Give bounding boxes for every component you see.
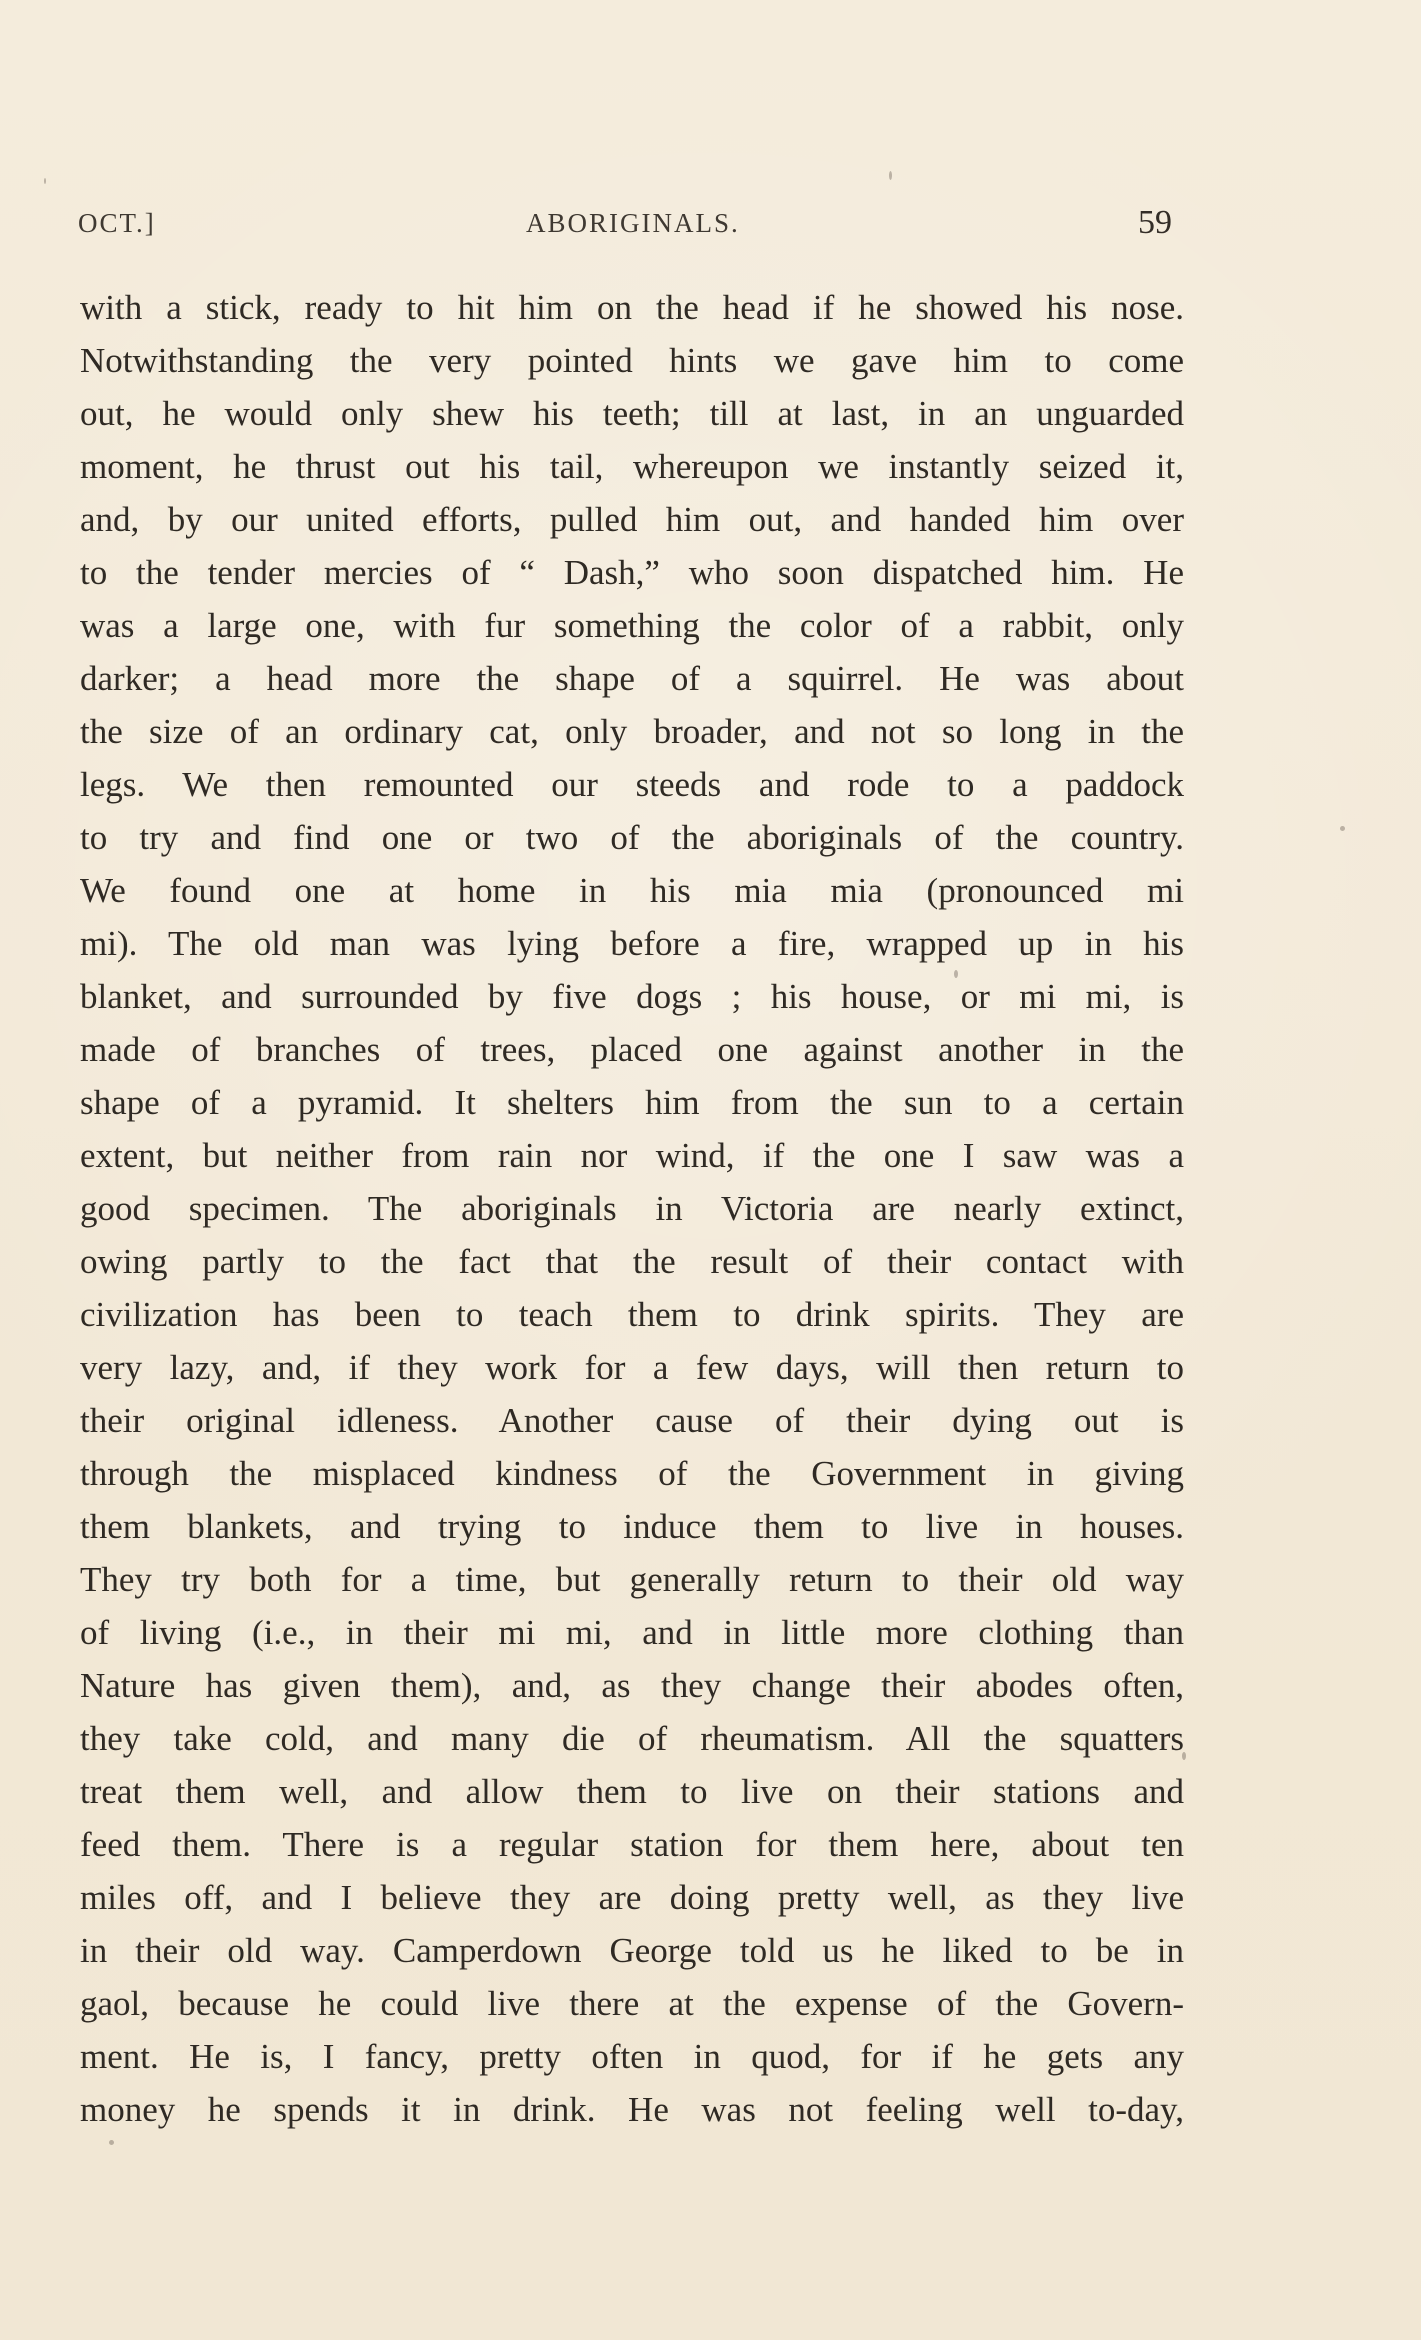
text-line: of living (i.e., in their mi mi, and in little more clothing than (80, 1613, 1184, 1652)
text-line: blanket, and surrounded by five dogs ; his house, or mi mi, is (80, 977, 1184, 1016)
text-line: to the tender mercies of “ Dash,” who soon dispatched him. He (80, 553, 1184, 592)
text-line: money he spends it in drink. He was not feeling well to-day, (80, 2090, 1184, 2129)
text-line: their original idleness. Another cause of their dying out is (80, 1401, 1184, 1440)
text-line: Nature has given them), and, as they change their abodes often, (80, 1666, 1184, 1705)
text-line: with a stick, ready to hit him on the head if he showed his nose. (80, 288, 1184, 327)
text-line: They try both for a time, but generally return to their old way (80, 1560, 1184, 1599)
text-line: the size of an ordinary cat, only broader, and not so long in the (80, 712, 1184, 751)
text-line: ment. He is, I fancy, pretty often in quod, for if he gets any (80, 2037, 1184, 2076)
text-line: civilization has been to teach them to drink spirits. They are (80, 1295, 1184, 1334)
paper-speck (109, 2140, 114, 2145)
page-header (78, 204, 1172, 252)
paper-speck (889, 171, 892, 180)
running-head-left: OCT.] (78, 208, 156, 238)
body-text (80, 281, 1184, 2136)
paper-speck (1182, 1752, 1186, 1760)
text-line: was a large one, with fur something the color of a rabbit, only (80, 606, 1184, 645)
text-line: moment, he thrust out his tail, whereupon we instantly seized it, (80, 447, 1184, 486)
text-line: mi). The old man was lying before a fire, wrapped up in his (80, 924, 1184, 963)
text-line: through the misplaced kindness of the Government in giving (80, 1454, 1184, 1493)
text-line: to try and find one or two of the aboriginals of the country. (80, 818, 1184, 857)
text-line: treat them well, and allow them to live on their stations and (80, 1772, 1184, 1811)
text-line: extent, but neither from rain nor wind, if the one I saw was a (80, 1136, 1184, 1175)
paper-speck (954, 970, 958, 978)
text-line: feed them. There is a regular station for them here, about ten (80, 1825, 1184, 1864)
text-line: shape of a pyramid. It shelters him from the sun to a certain (80, 1083, 1184, 1122)
text-line: miles off, and I believe they are doing pretty well, as they live (80, 1878, 1184, 1917)
text-line: they take cold, and many die of rheumatism. All the squatters (80, 1719, 1184, 1758)
text-line: good specimen. The aboriginals in Victoria are nearly extinct, (80, 1189, 1184, 1228)
running-head-title: ABORIGINALS. (526, 208, 740, 238)
text-line: in their old way. Camperdown George told us he liked to be in (80, 1931, 1184, 1970)
paper-speck (44, 178, 46, 184)
text-line: and, by our united efforts, pulled him out, and handed him over (80, 500, 1184, 539)
text-line: gaol, because he could live there at the expense of the Govern- (80, 1984, 1184, 2023)
text-line: made of branches of trees, placed one against another in the (80, 1030, 1184, 1069)
text-line: We found one at home in his mia mia (pronounced mi (80, 871, 1184, 910)
text-line: legs. We then remounted our steeds and rode to a paddock (80, 765, 1184, 804)
text-line: Notwithstanding the very pointed hints we gave him to come (80, 341, 1184, 380)
page-number: 59 (1138, 204, 1172, 241)
text-line: darker; a head more the shape of a squirrel. He was about (80, 659, 1184, 698)
paper-speck (1340, 826, 1345, 831)
text-line: owing partly to the fact that the result of their contact with (80, 1242, 1184, 1281)
text-line: very lazy, and, if they work for a few days, will then return to (80, 1348, 1184, 1387)
text-line: them blankets, and trying to induce them to live in houses. (80, 1507, 1184, 1546)
text-line: out, he would only shew his teeth; till at last, in an unguarded (80, 394, 1184, 433)
